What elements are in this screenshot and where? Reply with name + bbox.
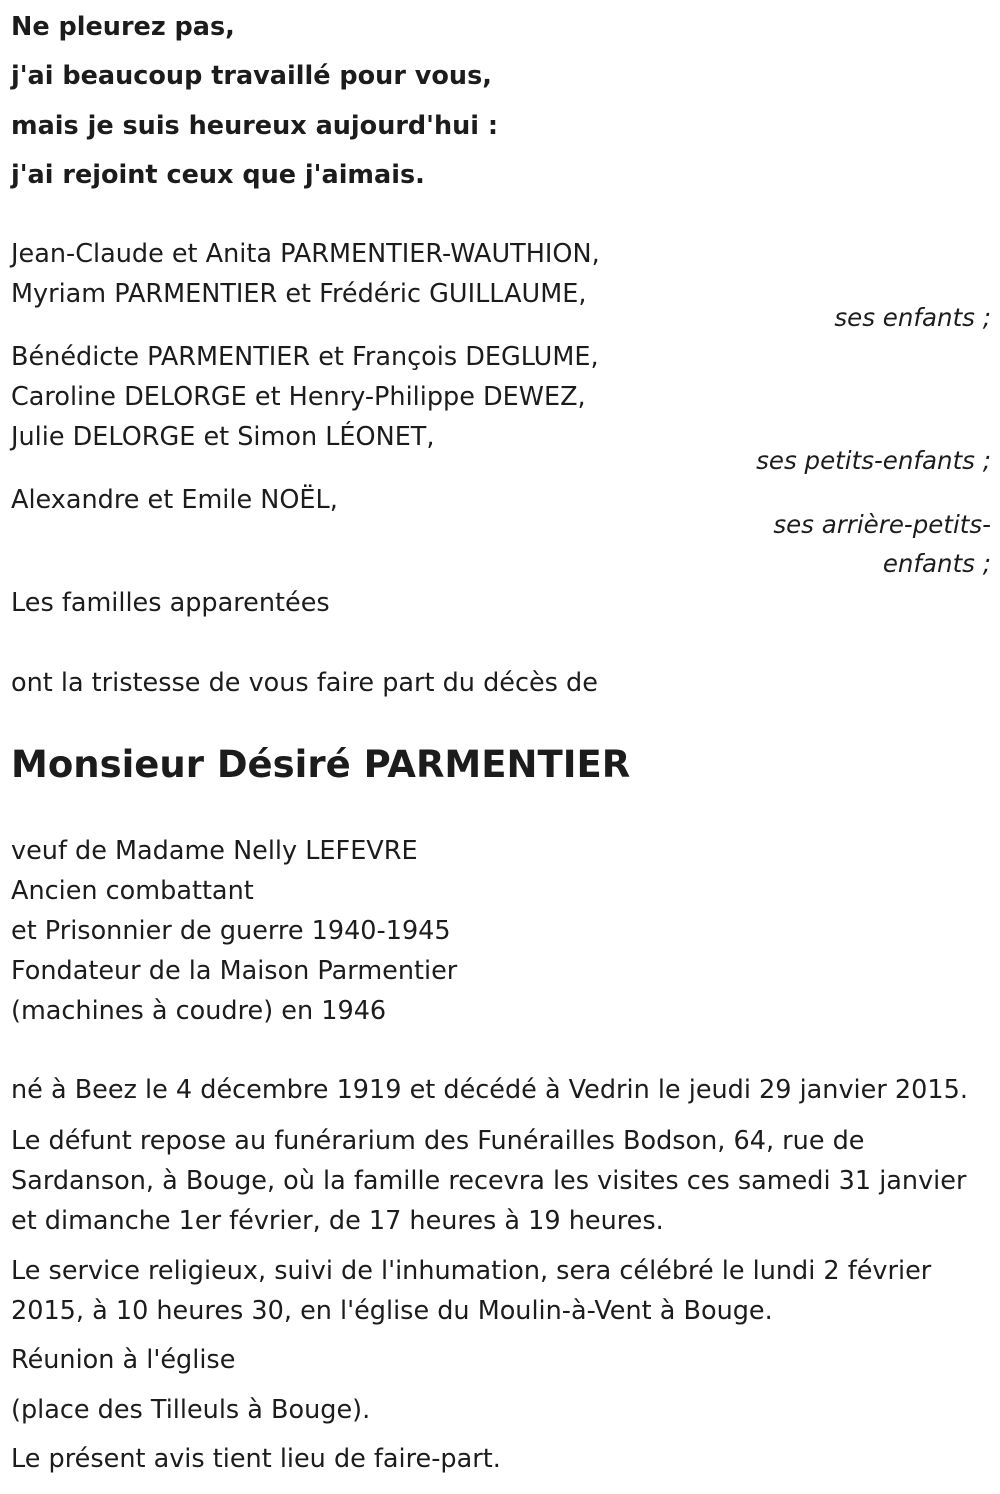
children-role: ses enfants ; bbox=[834, 303, 991, 332]
detail-line: Le service religieux, suivi de l'inhumation, sera célébré le lundi 2 février bbox=[11, 1256, 932, 1286]
detail-line: Le défunt repose au funérarium des Funérailles Bodson, 64, rue de bbox=[11, 1126, 865, 1156]
detail-line: Sardanson, à Bouge, où la famille recevra les visites ces samedi 31 janvier bbox=[11, 1166, 967, 1196]
detail-line: né à Beez le 4 décembre 1919 et décédé à Vedrin le jeudi 29 janvier 2015. bbox=[11, 1075, 968, 1105]
announcement-line: ont la tristesse de vous faire part du décès de bbox=[11, 668, 598, 698]
detail-line: Réunion à l'église bbox=[11, 1345, 236, 1375]
detail-line: (place des Tilleuls à Bouge). bbox=[11, 1395, 371, 1425]
poem-line: j'ai rejoint ceux que j'aimais. bbox=[11, 160, 425, 190]
poem-line: Ne pleurez pas, bbox=[11, 12, 235, 42]
detail-line: Le présent avis tient lieu de faire-part. bbox=[11, 1444, 501, 1474]
bio-line: et Prisonnier de guerre 1940-1945 bbox=[11, 916, 451, 946]
grandchildren-role: ses petits-enfants ; bbox=[756, 446, 991, 475]
great-grandchild-name: Alexandre et Emile NOËL, bbox=[11, 485, 338, 515]
grandchild-name: Caroline DELORGE et Henry-Philippe DEWEZ, bbox=[11, 382, 586, 412]
detail-line: et dimanche 1er février, de 17 heures à 19 heures. bbox=[11, 1206, 664, 1236]
bio-line: Ancien combattant bbox=[11, 876, 254, 906]
bio-line: (machines à coudre) en 1946 bbox=[11, 996, 387, 1026]
deceased-name: Monsieur Désiré PARMENTIER bbox=[11, 743, 631, 786]
poem-line: j'ai beaucoup travaillé pour vous, bbox=[11, 61, 492, 91]
grandchild-name: Julie DELORGE et Simon LÉONET, bbox=[11, 422, 435, 452]
great-grandchildren-role: enfants ; bbox=[882, 549, 991, 578]
families-line: Les familles apparentées bbox=[11, 588, 330, 618]
grandchild-name: Bénédicte PARMENTIER et François DEGLUME, bbox=[11, 342, 599, 372]
detail-line: 2015, à 10 heures 30, en l'église du Moulin-à-Vent à Bouge. bbox=[11, 1296, 773, 1326]
child-name: Myriam PARMENTIER et Frédéric GUILLAUME, bbox=[11, 279, 587, 309]
bio-line: veuf de Madame Nelly LEFEVRE bbox=[11, 836, 418, 866]
poem-line: mais je suis heureux aujourd'hui : bbox=[11, 111, 499, 141]
bio-line: Fondateur de la Maison Parmentier bbox=[11, 956, 458, 986]
child-name: Jean-Claude et Anita PARMENTIER-WAUTHION, bbox=[11, 239, 600, 269]
great-grandchildren-role: ses arrière-petits- bbox=[773, 510, 991, 539]
